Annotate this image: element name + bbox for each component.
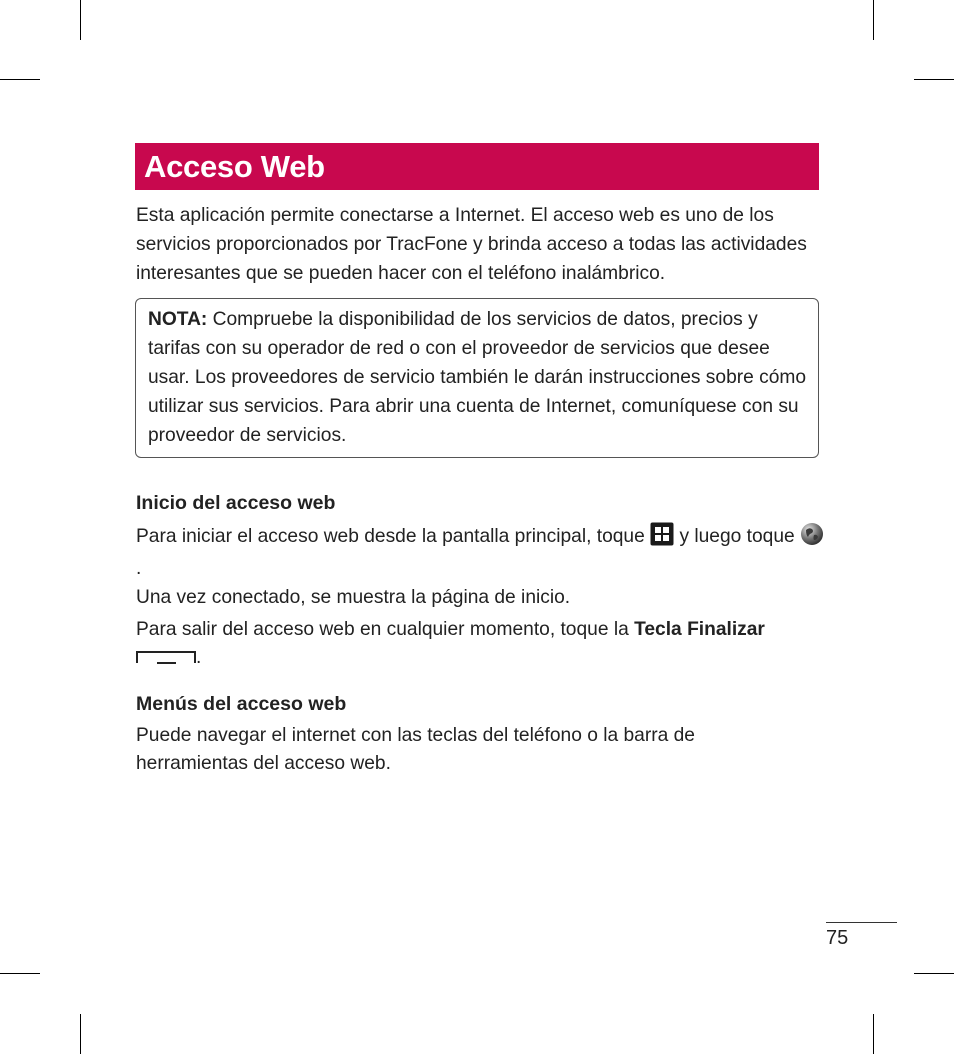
crop-mark-bottom-left — [80, 1014, 81, 1054]
start-instructions — [136, 522, 826, 583]
exit-key-label: Tecla Finalizar — [634, 619, 765, 640]
exit-end: . — [196, 647, 202, 668]
exit-text: Para salir del acceso web en cualquier momento, toque la — [136, 619, 635, 640]
crop-mark-right-top — [914, 79, 954, 80]
section-heading-menus: Menús del acceso web — [136, 693, 347, 715]
page-title: Acceso Web — [135, 143, 819, 190]
crop-mark-left-top — [0, 79, 40, 80]
note-box — [135, 298, 819, 458]
start-text-1: Para iniciar el acceso web desde la pantalla principal, toque — [136, 526, 651, 547]
note-text: Compruebe la disponibilidad de los servicios de datos, precios y tarifas con su operador de red o con el proveedor de servicios que desee usar. Los proveedores de servicio también le darán instrucciones sobre cómo utilizar sus servicios. Para abrir una cuenta de Internet, comuníquese con su proveedor de servicios. — [148, 309, 807, 446]
connected-text: Una vez conectado, se muestra la página de inicio. — [136, 587, 571, 608]
browser-globe-icon — [800, 522, 824, 555]
crop-mark-bottom-right — [873, 1014, 874, 1054]
start-text-3: . — [136, 558, 142, 579]
page-number: 75 — [826, 927, 849, 949]
menus-text: Puede navegar el internet con las teclas del teléfono o la barra de herramientas del acceso web. — [136, 725, 695, 774]
crop-mark-top-left — [80, 0, 81, 40]
crop-mark-right-bottom — [914, 973, 954, 974]
start-text-2: y luego toque — [674, 526, 800, 547]
crop-mark-left-bottom — [0, 973, 40, 974]
page-number-rule — [826, 922, 897, 923]
intro-paragraph: Esta aplicación permite conectarse a Internet. El acceso web es uno de los servicios proporcionados por TracFone y brinda acceso a todas las actividades interesantes que se pueden hacer con el teléfono inalámbrico. — [136, 205, 807, 284]
end-key-icon — [136, 646, 196, 674]
exit-instructions — [136, 616, 826, 674]
section-heading-inicio: Inicio del acceso web — [136, 492, 336, 514]
note-label: NOTA: — [148, 309, 208, 330]
crop-mark-top-right — [873, 0, 874, 40]
apps-grid-icon — [650, 522, 674, 555]
